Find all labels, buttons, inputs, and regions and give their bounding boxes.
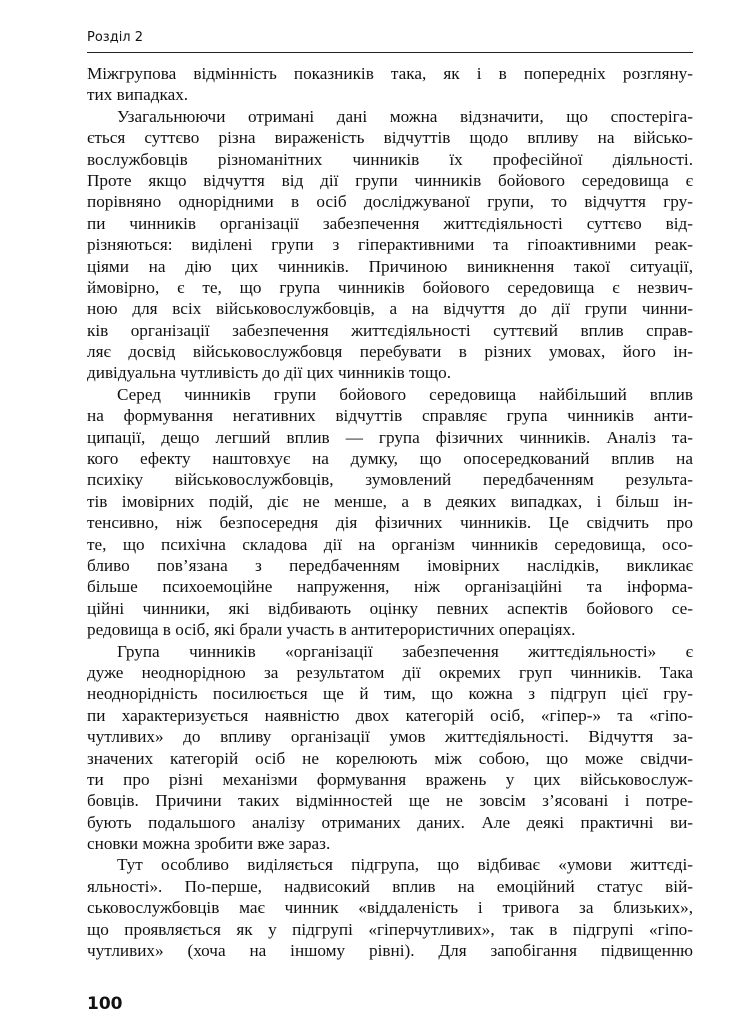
text-line: ймовірно, є те, що група чинників бойового середовища є незвич- bbox=[87, 277, 693, 297]
text-line: тих випадках. bbox=[87, 85, 189, 105]
text-line: більше психоемоційне напруження, ніж організаційні та інформа- bbox=[87, 577, 693, 597]
text-line: ційні чинники, які відбивають оцінку певних аспектів бойового се- bbox=[87, 598, 693, 618]
text-line: бовців. Причини таких відмінностей ще не зовсім з’ясовані і потре- bbox=[87, 791, 693, 811]
text-line: тенсивно, ніж безпосередня дія фізичних чинників. Це свідчить про bbox=[87, 513, 693, 533]
text-line: чутливих» до впливу організації умов життєдіяльності. Відчуття за- bbox=[87, 727, 693, 747]
text-line: вослужбовців різноманітних чинників їх професійної діяльності. bbox=[87, 149, 693, 169]
text-line: різняються: виділені групи з гіперактивними та гіпоактивними реак- bbox=[87, 235, 693, 255]
body-text bbox=[87, 63, 693, 961]
text-line: ти про різні механізми формування вражень у цих військовослуж- bbox=[87, 769, 693, 789]
text-line: пи характеризується наявністю двох категорій осіб, «гіпер-» та «гіпо- bbox=[87, 705, 693, 725]
text-line: тів імовірних подій, діє не менше, а в деяких випадках, і більш ін- bbox=[87, 491, 693, 511]
text-line: ків організації забезпечення життєдіяльності суттєвий вплив справ- bbox=[87, 320, 693, 340]
text-line: що проявляється як у підгрупі «гіперчутливих», так в підгрупі «гіпо- bbox=[87, 919, 693, 939]
text-line: пи чинників організації забезпечення життєдіяльності суттєво від- bbox=[87, 213, 693, 233]
text-line: яльності». По-перше, надвисокий вплив на емоційний статус вій- bbox=[87, 876, 693, 896]
text-line: психіку військовослужбовців, зумовлений передбаченням результа- bbox=[87, 470, 693, 490]
paragraph bbox=[87, 641, 693, 855]
paragraph bbox=[87, 854, 693, 961]
running-head: Розділ 2 bbox=[87, 30, 144, 45]
text-line: бливо пов’язана з передбаченням імовірних наслідків, викликає bbox=[87, 555, 693, 575]
text-line: сновки можна зробити вже зараз. bbox=[87, 834, 331, 854]
header-rule bbox=[87, 52, 693, 53]
text-line: ціями на дію цих чинників. Причиною виникнення такої ситуації, bbox=[87, 256, 693, 276]
paragraph bbox=[87, 384, 693, 641]
text-line: редовища в осіб, які брали участь в антитерористичних операціях. bbox=[87, 620, 576, 640]
text-line: бують подальшого аналізу отриманих даних. Але деякі практичні ви- bbox=[87, 812, 693, 832]
text-line: ною для всіх військовослужбовців, а на відчуття до дії групи чинни- bbox=[87, 299, 693, 319]
text-line: Тут особливо виділяється підгрупа, що відбиває «умови життєді- bbox=[117, 855, 693, 875]
page-number: 100 bbox=[87, 994, 123, 1014]
text-line: Узагальнюючи отримані дані можна відзначити, що спостеріга- bbox=[117, 106, 693, 126]
text-line: чутливих» (хоча на іншому рівні). Для запобігання підвищенню bbox=[87, 941, 693, 961]
text-line: на формування негативних відчуттів справляє група чинників анти- bbox=[87, 406, 693, 426]
text-line: порівняно однорідними в осіб досліджуваної групи, то відчуття гру- bbox=[87, 192, 693, 212]
text-line: ляє досвід військовослужбовця перебувати в різних умовах, його ін- bbox=[87, 342, 693, 362]
text-line: ється суттєво різна вираженість відчуттів щодо впливу на військо- bbox=[87, 128, 693, 148]
paragraph bbox=[87, 106, 693, 384]
paragraph bbox=[87, 63, 693, 106]
text-line: те, що психічна складова дії на організм чинників середовища, осо- bbox=[87, 534, 693, 554]
text-line: Серед чинників групи бойового середовища найбільший вплив bbox=[117, 384, 693, 404]
text-line: кого ефекту наштовхує на думку, що опосередкований вплив на bbox=[87, 449, 693, 469]
text-line: ськовослужбовців має чинник «віддаленість і тривога за близьких», bbox=[87, 898, 693, 918]
text-line: Міжгрупова відмінність показників така, як і в попередніх розгляну- bbox=[87, 64, 693, 83]
text-line: ципації, дещо легший вплив — група фізичних чинників. Аналіз та- bbox=[87, 427, 693, 447]
text-line: значених категорій осіб не корелюють між собою, що може свідчи- bbox=[87, 748, 693, 768]
text-line: дивідуальна чутливість до дії цих чинників тощо. bbox=[87, 363, 452, 383]
text-line: дуже неоднорідною за результатом дії окремих груп чинників. Така bbox=[87, 662, 693, 682]
text-line: Проте якщо відчуття від дії групи чинників бойового середовища є bbox=[87, 170, 693, 190]
text-line: неоднорідність посилюється ще й тим, що кожна з підгруп цієї гру- bbox=[87, 684, 693, 704]
text-line: Група чинників «організації забезпечення життєдіяльності» є bbox=[117, 641, 693, 661]
